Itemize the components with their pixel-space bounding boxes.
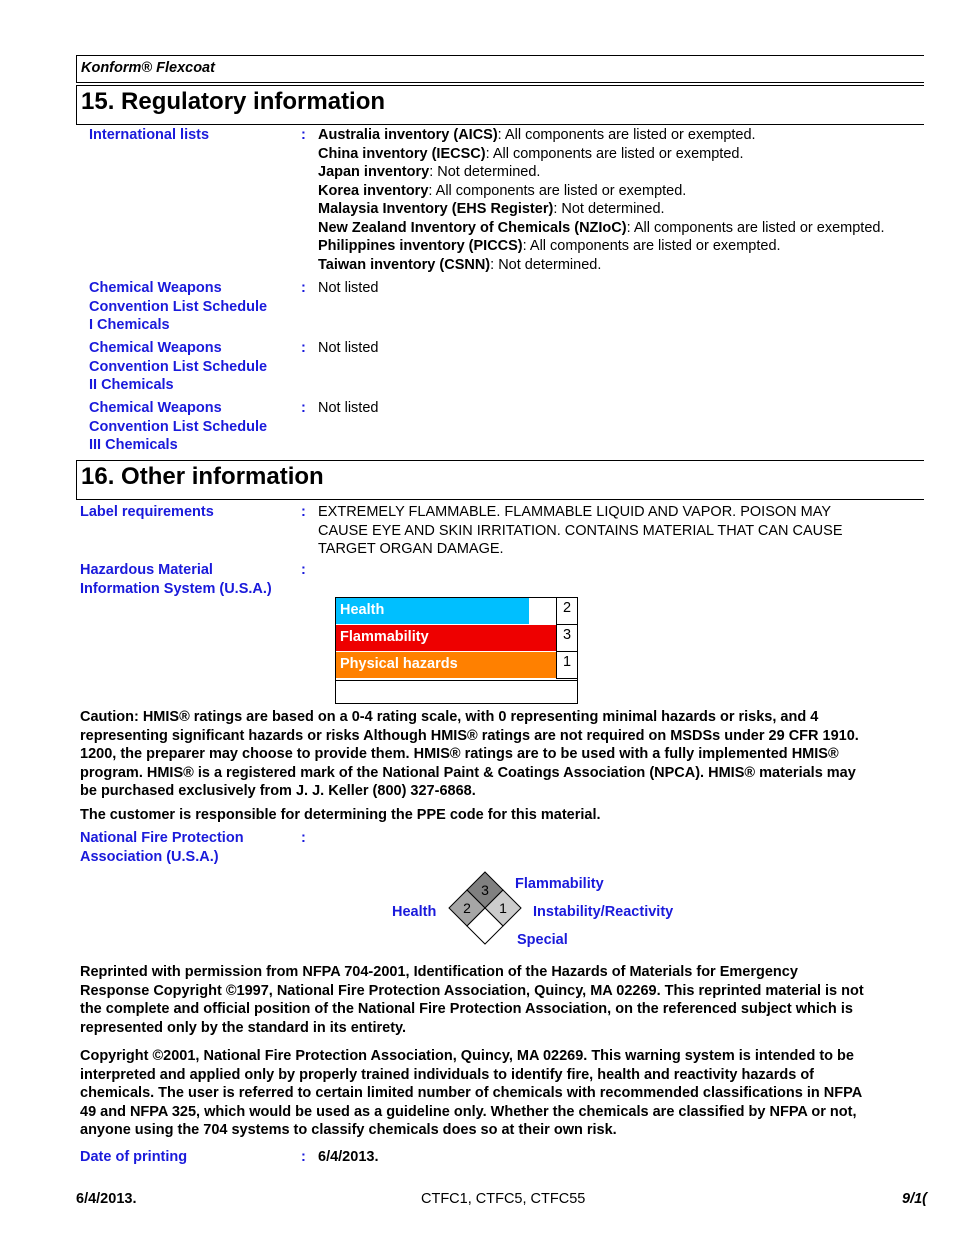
cw-schedule-3-label: Chemical Weapons Convention List Schedule III Chemicals: [89, 400, 268, 453]
nfpa-copyright-text: Copyright ©2001, National Fire Protection Association, Quincy, MA 02269. This warning system is intended to be interpreted and applied only by properly trained individuals to identify fire, health and reactivity hazards of chemicals. The user is referred to certain limited number of chemicals with recommended classifications in NFPA 49 and NFPA 325, which would be used as a guideline only. Whether the chemicals are classified by NFPA or not, anyone using the 704 systems to classify chemicals does so at their own risk.: [80, 1048, 863, 1138]
colon: :: [301, 830, 306, 846]
nfpa-flammability-value: 3: [481, 882, 489, 898]
hmis-caution-text: Caution: HMIS® ratings are based on a 0-4 rating scale, with 0 representing minimal hazards or risks, and 4 representing significant hazards or risks Although HMIS® ratings are not required on MSDSs under 29 CFR 1910. 1200, the preparer may choose to provide them. HMIS® ratings are to be used with a fully implemented HMIS® program. HMIS® is a registered mark of the National Paint & Coatings Association (NPCA). HMIS® materials may be purchased exclusively from J. J. Keller (800) 327-6868.: [80, 709, 859, 799]
inventory-item: Australia inventory (AICS): All components are listed or exempted.: [318, 127, 756, 143]
nfpa-health-value: 2: [463, 900, 471, 916]
hmis-flammability-label: Flammability: [340, 629, 429, 645]
product-name-bar: [76, 55, 924, 83]
product-name: Konform® Flexcoat: [81, 60, 215, 76]
inventory-list: [318, 126, 938, 274]
hmis-label: Hazardous Material Information System (U.S.A.): [80, 562, 272, 597]
colon: :: [301, 1149, 306, 1165]
cw-schedule-2-label: Chemical Weapons Convention List Schedule II Chemicals: [89, 340, 268, 393]
ppe-note: The customer is responsible for determining the PPE code for this material.: [80, 807, 601, 823]
hmis-health-gap: [529, 598, 551, 625]
inventory-item: Philippines inventory (PICCS): All components are listed or exempted.: [318, 238, 781, 254]
colon: :: [301, 400, 306, 416]
international-lists-label: International lists: [89, 127, 210, 143]
inventory-item: Malaysia Inventory (EHS Register): Not determined.: [318, 201, 665, 217]
colon: :: [301, 280, 306, 296]
nfpa-flammability-label: Flammability: [515, 876, 604, 892]
section-15-heading: [76, 85, 924, 125]
colon: :: [301, 127, 306, 143]
hmis-physical-value: 1: [556, 652, 577, 679]
nfpa-label: National Fire Protection Association (U.S.A.): [80, 830, 244, 865]
footer-date: 6/4/2013.: [76, 1191, 137, 1207]
hmis-flammability-bar: [336, 625, 556, 651]
label-requirements-label: Label requirements: [80, 504, 214, 520]
section-15-title: 15. Regulatory information: [81, 88, 386, 115]
inventory-item: Korea inventory: All components are listed or exempted.: [318, 182, 687, 199]
date-of-printing-label: Date of printing: [80, 1149, 188, 1165]
label-requirements-text: EXTREMELY FLAMMABLE. FLAMMABLE LIQUID AND VAPOR. POISON MAY CAUSE EYE AND SKIN IRRITATION. CONTAINS MATERIAL THAT CAN CAUSE TARGET ORGAN DAMAGE.: [318, 504, 843, 557]
cw-schedule-2-value: Not listed: [318, 340, 379, 356]
inventory-item: New Zealand Inventory of Chemicals (NZIoC): All components are listed or exempted.: [318, 219, 885, 236]
footer-page-number: 9/1(: [902, 1191, 927, 1207]
hmis-ppe-row: [336, 680, 577, 681]
colon: :: [301, 504, 306, 520]
hmis-health-bar: [336, 598, 529, 624]
cw-schedule-1-label: Chemical Weapons Convention List Schedule I Chemicals: [89, 280, 268, 333]
date-of-printing-value: 6/4/2013.: [318, 1149, 379, 1165]
nfpa-diamond: [446, 870, 524, 948]
cw-schedule-3-value: Not listed: [318, 400, 379, 416]
colon: :: [301, 340, 306, 356]
hmis-health-label: Health: [340, 602, 385, 618]
nfpa-instability-value: 1: [499, 900, 507, 916]
hmis-physical-label: Physical hazards: [340, 656, 458, 672]
nfpa-health-label: Health: [392, 904, 437, 920]
section-16-heading: [76, 460, 924, 500]
hmis-health-value: 2: [556, 598, 577, 625]
inventory-item: Taiwan inventory (CSNN): Not determined.: [318, 256, 602, 273]
hmis-flammability-value: 3: [556, 625, 577, 652]
inventory-item: China inventory (IECSC): All components are listed or exempted.: [318, 145, 744, 162]
nfpa-reprint-text: Reprinted with permission from NFPA 704-2001, Identification of the Hazards of Materials for Emergency Response Copyright ©1997, National Fire Protection Association, Quincy, MA 02269. This reprinted material is not the complete and official position of the National Fire Protection Association, on the referenced subject which is represented only by the standard in its entirety.: [80, 964, 864, 1036]
hmis-physical-bar: [336, 652, 556, 678]
hmis-rating-box: [335, 597, 578, 704]
colon: :: [301, 562, 306, 578]
nfpa-instability-label: Instability/Reactivity: [533, 904, 674, 920]
nfpa-special-label: Special: [517, 932, 568, 948]
section-16-title: 16. Other information: [81, 463, 324, 490]
footer-product-codes: CTFC1, CTFC5, CTFC55: [421, 1191, 586, 1207]
cw-schedule-1-value: Not listed: [318, 280, 379, 296]
inventory-item: Japan inventory: Not determined.: [318, 164, 541, 180]
